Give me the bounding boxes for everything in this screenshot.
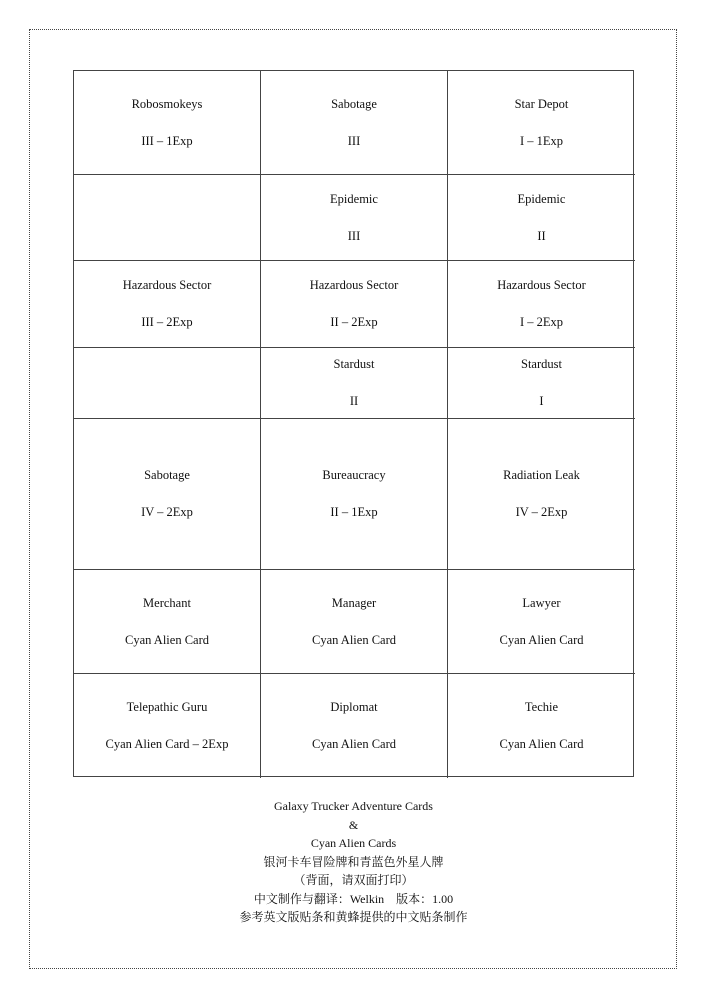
footer-title: Galaxy Trucker Adventure Cards	[274, 799, 433, 813]
card-name: Diplomat	[330, 700, 378, 714]
card-name: Merchant	[143, 595, 191, 610]
card-cell	[261, 419, 448, 570]
card-name: Sabotage	[144, 468, 190, 482]
card-cell	[261, 175, 448, 261]
footer-subtitle: Cyan Alien Cards	[310, 836, 397, 850]
card-cell	[74, 419, 261, 570]
card-name: Robosmokeys	[131, 96, 203, 111]
card-detail: IV – 2Exp	[141, 505, 193, 519]
card-name: Epidemic	[517, 191, 566, 206]
card-cell-empty	[74, 348, 261, 419]
card-cell	[448, 419, 635, 570]
card-name: Hazardous Sector	[122, 278, 212, 292]
card-name: Stardust	[333, 357, 375, 371]
card-cell	[448, 175, 635, 261]
card-name: Epidemic	[330, 191, 378, 206]
card-detail: Cyan Alien Card	[311, 737, 396, 751]
card-detail: III – 1Exp	[141, 133, 193, 148]
card-name: Sabotage	[331, 96, 377, 111]
card-name: Bureaucracy	[322, 468, 386, 482]
footer-notes	[0, 797, 707, 927]
card-cell	[448, 261, 635, 348]
card-detail: I	[539, 394, 544, 408]
card-name: Hazardous Sector	[309, 278, 399, 292]
card-detail: Cyan Alien Card	[124, 632, 209, 647]
card-cell-empty	[74, 175, 261, 261]
card-cell	[448, 348, 635, 419]
card-detail: I – 1Exp	[519, 133, 564, 148]
footer-chinese-title: 银河卡车冒险牌和青蓝色外星人牌	[263, 854, 444, 869]
card-cell	[74, 570, 261, 674]
card-cell	[448, 674, 635, 778]
card-detail: Cyan Alien Card	[311, 632, 396, 647]
card-grid	[73, 70, 634, 777]
card-detail: II – 2Exp	[330, 315, 378, 329]
card-cell	[74, 261, 261, 348]
card-name: Star Depot	[514, 96, 569, 111]
card-detail: II – 1Exp	[330, 505, 378, 519]
card-cell	[448, 570, 635, 674]
card-name: Stardust	[521, 357, 562, 371]
card-cell	[448, 71, 635, 175]
card-detail: Cyan Alien Card – 2Exp	[105, 737, 229, 751]
footer-ampersand: &	[348, 817, 359, 832]
footer-credits: 中文制作与翻译：Welkin 版本：1.00	[253, 891, 454, 906]
footer-reference-note: 参考英文版贴条和黄蜂提供的中文贴条制作	[239, 910, 468, 924]
footer-print-note: （背面，请双面打印）	[293, 873, 414, 887]
card-detail: IV – 2Exp	[515, 505, 568, 519]
card-name: Manager	[331, 595, 377, 610]
card-detail: Cyan Alien Card	[499, 632, 584, 647]
card-cell	[261, 570, 448, 674]
card-detail: II	[349, 394, 359, 408]
card-detail: II	[537, 228, 546, 243]
card-detail: Cyan Alien Card	[499, 737, 584, 751]
card-detail: III	[347, 228, 361, 243]
card-name: Techie	[524, 700, 559, 714]
card-name: Hazardous Sector	[497, 278, 586, 292]
card-detail: III	[347, 133, 361, 148]
card-name: Telepathic Guru	[126, 700, 208, 714]
card-detail: I – 2Exp	[519, 315, 564, 329]
card-cell	[261, 71, 448, 175]
card-cell	[74, 71, 261, 175]
card-cell	[261, 348, 448, 419]
card-name: Lawyer	[522, 595, 561, 610]
card-name: Radiation Leak	[503, 468, 580, 482]
card-cell	[261, 674, 448, 778]
card-cell	[74, 674, 261, 778]
card-detail: III – 2Exp	[141, 315, 193, 329]
card-cell	[261, 261, 448, 348]
